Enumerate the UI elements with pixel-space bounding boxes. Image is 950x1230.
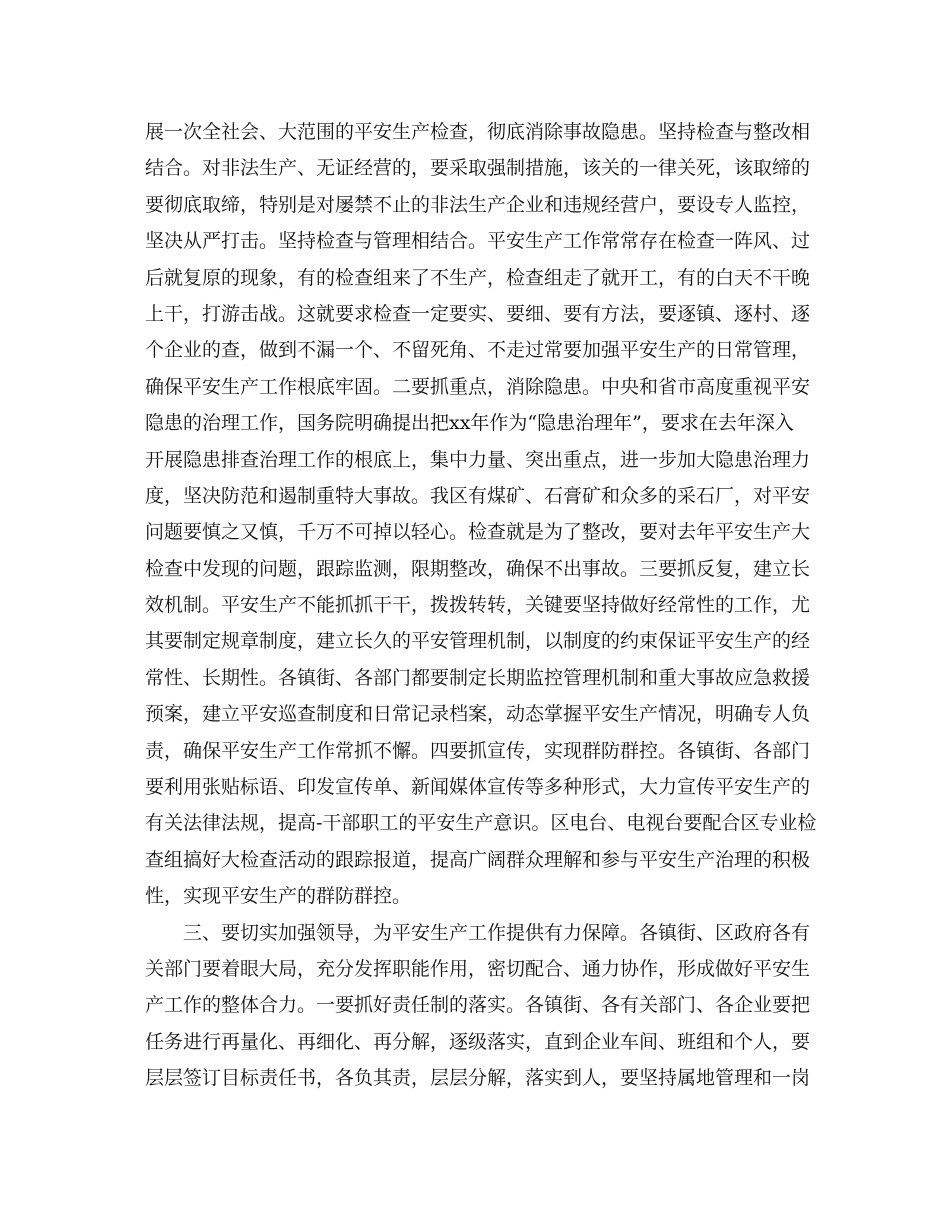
text-line: 隐患的治理工作，国务院明确提出把xx年作为“隐患治理年”，要求在去年深入 — [145, 412, 794, 435]
text-line: 关部门要着眼大局，充分发挥职能作用，密切配合、通力协作，形成做好平安生 — [145, 957, 811, 980]
text-line: 结合。对非法生产、无证经营的，要采取强制措施，该关的一律关死，该取缔的 — [145, 157, 811, 180]
text-line: 常性、长期性。各镇街、各部门都要制定长期监控管理机制和重大事故应急救援 — [145, 666, 811, 689]
text-line: 要利用张贴标语、印发宣传单、新闻媒体宣传等多种形式，大力宣传平安生产的 — [145, 776, 811, 799]
text-line: 检查中发现的问题，跟踪监测，限期整改，确保不出事故。三要抓反复，建立长 — [145, 557, 811, 580]
text-line: 预案，建立平安巡查制度和日常记录档案，动态掌握平安生产情况，明确专人负 — [145, 703, 811, 726]
text-line: 责，确保平安生产工作常抓不懈。四要抓宣传，实现群防群控。各镇街、各部门 — [145, 739, 811, 762]
text-line: 上干，打游击战。这就要求检查一定要实、要细、要有方法，要逐镇、逐村、逐 — [145, 302, 811, 325]
text-line: 性，实现平安生产的群防群控。 — [145, 885, 412, 908]
text-line: 产工作的整体合力。一要抓好责任制的落实。各镇街、各有关部门、各企业要把 — [145, 994, 811, 1017]
text-line: 度，坚决防范和遏制重特大事故。我区有煤矿、石膏矿和众多的采石厂，对平安 — [145, 484, 811, 507]
text-line: 坚决从严打击。坚持检查与管理相结合。平安生产工作常常存在检查一阵风、过 — [145, 230, 811, 253]
text-line: 层层签订目标责任书，各负其责，层层分解，落实到人，要坚持属地管理和一岗 — [145, 1067, 811, 1090]
text-line: 要彻底取缔，特别是对屡禁不止的非法生产企业和违规经营户，要设专人监控， — [145, 193, 811, 216]
text-line: 有关法律法规，提高-干部职工的平安生产意识。区电台、电视台要配合区专业检 — [145, 812, 817, 835]
text-line: 任务进行再量化、再细化、再分解，逐级落实，直到企业车间、班组和个人，要 — [145, 1030, 811, 1053]
text-line: 个企业的查，做到不漏一个、不留死角、不走过常要加强平安生产的日常管理， — [145, 339, 811, 362]
body-text — [145, 114, 825, 1097]
text-line: 问题要慎之又慎，千万不可掉以轻心。检查就是为了整改，要对去年平安生产大 — [145, 521, 811, 544]
text-line: 确保平安生产工作根底牢固。二要抓重点，消除隐患。中央和省市高度重视平安 — [145, 375, 811, 398]
text-line: 后就复原的现象，有的检查组来了不生产，检查组走了就开工，有的白天不干晚 — [145, 266, 811, 289]
text-line: 其要制定规章制度，建立长久的平安管理机制，以制度的约束保证平安生产的经 — [145, 630, 811, 653]
paragraph-start-line: 三、要切实加强领导，为平安生产工作提供有力保障。各镇街、区政府各有 — [183, 921, 811, 944]
text-line: 效机制。平安生产不能抓抓干干，拨拨转转，关键要坚持做好经常性的工作，尤 — [145, 594, 811, 617]
text-line: 开展隐患排查治理工作的根底上，集中力量、突出重点，进一步加大隐患治理力 — [145, 448, 811, 471]
text-line: 展一次全社会、大范围的平安生产检查，彻底消除事故隐患。坚持检查与整改相 — [145, 121, 811, 143]
text-line: 查组搞好大检查活动的跟踪报道，提高广阔群众理解和参与平安生产治理的积极 — [145, 848, 811, 871]
